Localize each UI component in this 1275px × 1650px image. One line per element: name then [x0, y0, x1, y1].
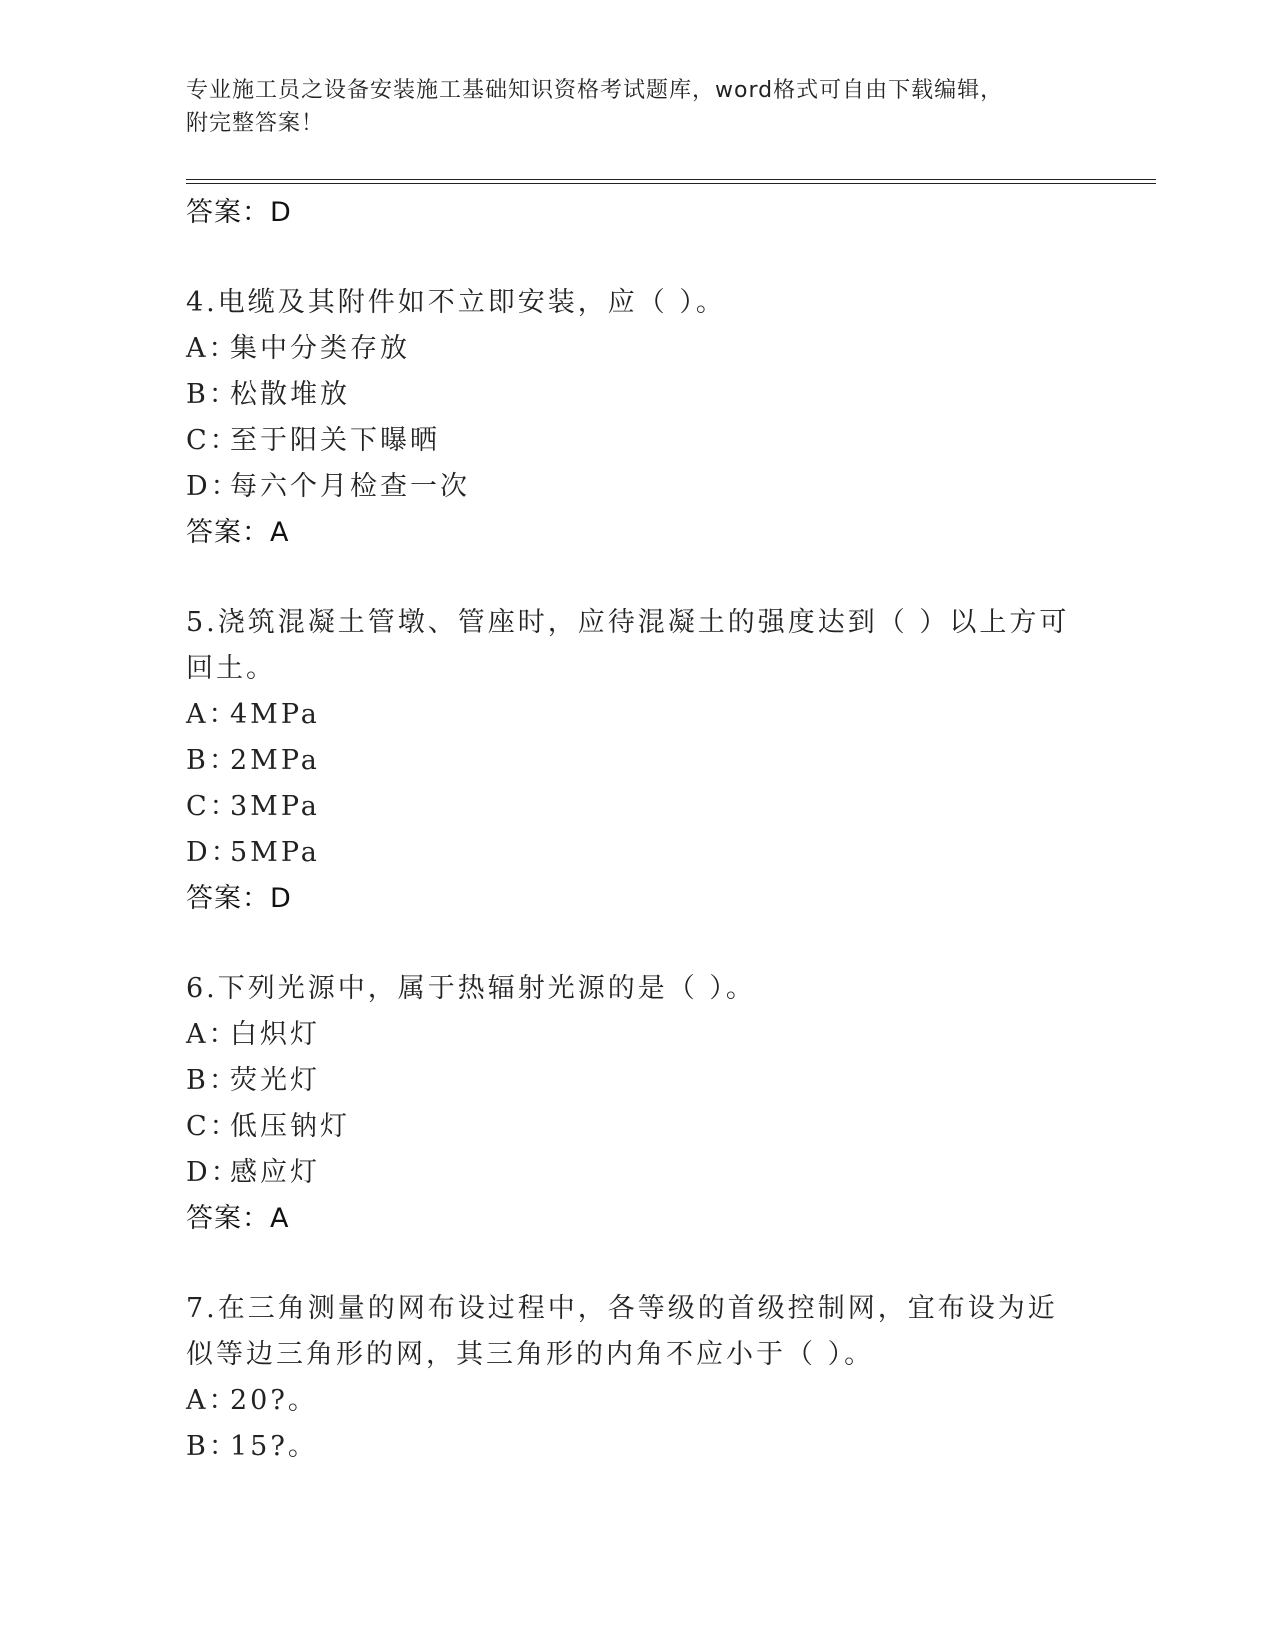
answer: 答案：D — [186, 883, 292, 914]
question-list — [186, 190, 1086, 1470]
option-a — [186, 1378, 1086, 1424]
option-d — [186, 464, 1086, 510]
option-letter: B： — [186, 1431, 239, 1462]
header-line-2: 附完整答案！ — [186, 111, 325, 136]
option-a — [186, 1012, 1086, 1058]
option-text: 5MPa — [230, 837, 320, 868]
header-line-1: 专业施工员之设备安装施工基础知识资格考试题库，word格式可自由下载编辑， — [186, 78, 1004, 103]
header-divider-bottom — [186, 183, 1156, 184]
question-6 — [186, 966, 1086, 1242]
question-stem: 5.浇筑混凝土管墩、管座时，应待混凝土的强度达到（ ）以上方可回土。 — [186, 607, 1070, 684]
option-letter: A： — [186, 1019, 239, 1050]
header-divider-top — [186, 179, 1156, 180]
option-c — [186, 784, 1086, 830]
option-c — [186, 1104, 1086, 1150]
option-letter: A： — [186, 333, 239, 364]
option-letter: D： — [186, 1157, 241, 1188]
option-text: 感应灯 — [230, 1157, 320, 1188]
question-7 — [186, 1286, 1086, 1470]
option-text: 2MPa — [230, 745, 320, 776]
option-text: 至于阳关下曝晒 — [230, 425, 440, 456]
question-stem: 4.电缆及其附件如不立即安装，应（ ）。 — [186, 287, 726, 318]
option-letter: C： — [186, 791, 240, 822]
option-text: 3MPa — [230, 791, 320, 822]
option-text: 白炽灯 — [230, 1019, 320, 1050]
option-b — [186, 372, 1086, 418]
document-header — [186, 74, 1086, 140]
option-d — [186, 1150, 1086, 1196]
option-text: 20?。 — [230, 1385, 318, 1416]
answer: 答案：A — [186, 1203, 290, 1234]
answer: 答案：A — [186, 517, 290, 548]
option-letter: B： — [186, 379, 239, 410]
option-text: 集中分类存放 — [230, 333, 410, 364]
option-letter: D： — [186, 471, 241, 502]
option-d — [186, 830, 1086, 876]
option-text: 荧光灯 — [230, 1065, 320, 1096]
previous-answer: 答案：D — [186, 197, 292, 228]
option-text: 低压钠灯 — [230, 1111, 350, 1142]
option-letter: B： — [186, 745, 239, 776]
option-b — [186, 1058, 1086, 1104]
option-letter: C： — [186, 425, 240, 456]
question-stem: 7.在三角测量的网布设过程中，各等级的首级控制网，宜布设为近似等边三角形的网，其三角形的内角不应小于（ ）。 — [186, 1293, 1058, 1370]
option-b — [186, 1424, 1086, 1470]
option-c — [186, 418, 1086, 464]
question-4 — [186, 280, 1086, 556]
option-text: 15?。 — [230, 1431, 318, 1462]
option-text: 每六个月检查一次 — [230, 471, 470, 502]
option-a — [186, 326, 1086, 372]
question-5 — [186, 600, 1086, 922]
option-b — [186, 738, 1086, 784]
option-a — [186, 692, 1086, 738]
option-text: 松散堆放 — [230, 379, 350, 410]
option-letter: C： — [186, 1111, 240, 1142]
option-letter: D： — [186, 837, 241, 868]
option-letter: A： — [186, 699, 239, 730]
option-letter: A： — [186, 1385, 239, 1416]
option-text: 4MPa — [230, 699, 320, 730]
option-letter: B： — [186, 1065, 239, 1096]
question-stem: 6.下列光源中，属于热辐射光源的是（ ）。 — [186, 973, 756, 1004]
